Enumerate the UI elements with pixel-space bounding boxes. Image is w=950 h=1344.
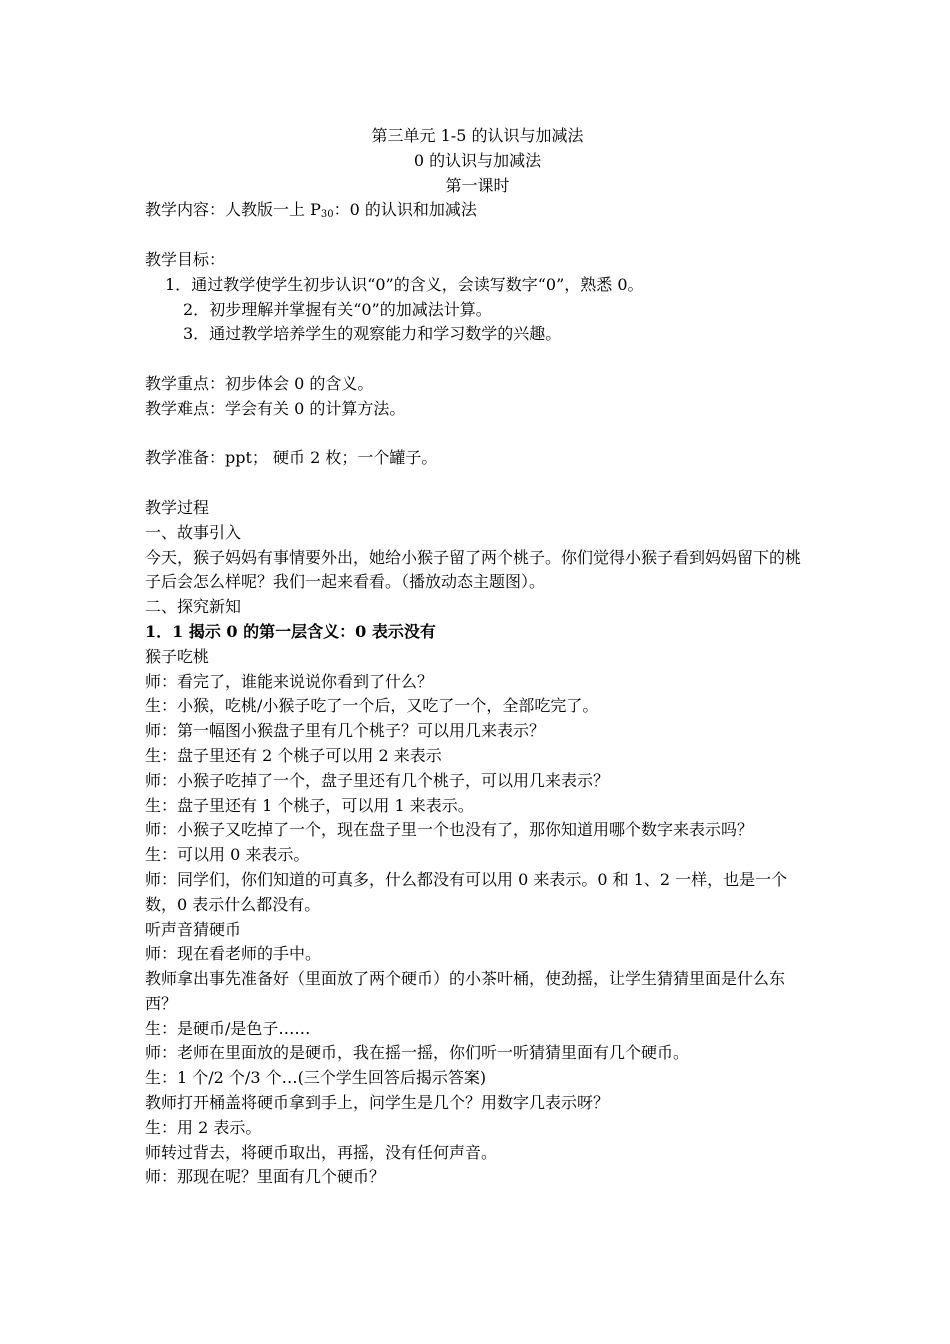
- goal-number: 1．: [165, 274, 192, 294]
- goal-text: 通过教学培养学生的观察能力和学习数学的兴趣。: [209, 324, 562, 344]
- activity-title: 猴子吃桃: [145, 646, 210, 666]
- dialogue-line: 生：是硬币/是色子……: [145, 1018, 311, 1038]
- dialogue-line: 生：盘子里还有 1 个桃子，可以用 1 来表示。: [145, 795, 474, 815]
- section-heading: 二、探究新知: [145, 597, 242, 617]
- dialogue-line: 师：看完了，谁能来说说你看到了什么？: [145, 671, 434, 691]
- spacer: [145, 471, 810, 496]
- dialogue-line: 师：小猴子又吃掉了一个，现在盘子里一个也没有了，那你知道用哪个数字来表示吗？: [145, 820, 754, 840]
- dialogue-line: 生：可以用 0 来表示。: [145, 845, 310, 865]
- goal-text: 初步理解并掌握有关“0”的加减法计算。: [209, 299, 492, 319]
- key-point: 教学重点：初步体会 0 的含义。: [145, 373, 374, 393]
- section-heading: 一、故事引入: [145, 522, 242, 542]
- dialogue-line: 师：现在看老师的手中。: [145, 944, 322, 964]
- dialogue-line: 师：第一幅图小猴盘子里有几个桃子？可以用几来表示？: [145, 721, 546, 741]
- dialogue-line: 师：老师在里面放的是硬币，我在摇一摇，你们听一听猜猜里面有几个硬币。: [145, 1043, 690, 1063]
- dialogue-line: 师：同学们，你们知道的可真多，什么都没有可以用 0 来表示。0 和 1、2 一样，也是一个数，0 表示什么都没有。: [145, 869, 788, 914]
- teaching-content-suffix: ：0 的认识和加减法: [333, 200, 477, 220]
- page-subscript: 30: [320, 209, 334, 221]
- goal-item: [145, 273, 810, 298]
- lesson-title: 0 的认识与加减法: [413, 150, 542, 170]
- document-body: [145, 124, 810, 1190]
- dialogue-line: 生：小猴，吃桃/小猴子吃了一个后，又吃了一个，全部吃完了。: [145, 696, 599, 716]
- subsection-heading: 1．1 揭示 0 的第一层含义：0 表示没有: [145, 621, 436, 641]
- goals-heading: 教学目标：: [145, 249, 226, 269]
- period-title: 第一课时: [445, 175, 510, 195]
- goal-text: 通过教学使学生初步认识“0”的含义，会读写数字“0”，熟悉 0。: [191, 274, 644, 294]
- difficulty: 教学难点：学会有关 0 的计算方法。: [145, 398, 406, 418]
- unit-title: 第三单元 1-5 的认识与加减法: [371, 126, 584, 145]
- spacer: [145, 347, 810, 372]
- dialogue-line: 教师拿出事先准备好（里面放了两个硬币）的小茶叶桶，使劲摇，让学生猜猜里面是什么东西？: [145, 969, 786, 1013]
- teaching-content-prefix: 教学内容：人教版一上 P: [145, 200, 321, 220]
- dialogue-line: 生：盘子里还有 2 个桃子可以用 2 来表示: [145, 745, 442, 765]
- dialogue-line: 教师打开桶盖将硬币拿到手上，问学生是几个？用数字几表示呀？: [145, 1093, 610, 1113]
- dialogue-line: 生：用 2 表示。: [145, 1117, 262, 1137]
- spacer: [145, 223, 810, 248]
- dialogue-line: 师转过背去，将硬币取出，再摇，没有任何声音。: [145, 1142, 498, 1162]
- teaching-content: [145, 198, 810, 223]
- dialogue-line: 师：那现在呢？里面有几个硬币？: [145, 1167, 386, 1187]
- goal-number: 3．: [183, 324, 210, 344]
- dialogue-line: 生：1 个/2 个/3 个…(三个学生回答后揭示答案): [145, 1068, 487, 1088]
- goal-item: [145, 322, 810, 347]
- spacer: [145, 422, 810, 447]
- dialogue-line: 师：小猴子吃掉了一个，盘子里还有几个桃子，可以用几来表示？: [145, 770, 610, 790]
- goal-item: [145, 298, 810, 323]
- preparation: 教学准备：ppt； 硬币 2 枚；一个罐子。: [145, 448, 438, 468]
- activity-title: 听声音猜硬币: [145, 919, 242, 939]
- process-heading: 教学过程: [145, 497, 210, 517]
- story-intro: 今天，猴子妈妈有事情要外出，她给小猴子留了两个桃子。你们觉得小猴子看到妈妈留下的桃子后会怎么样呢？我们一起来看看。（播放动态主题图）。: [145, 547, 802, 592]
- goal-number: 2．: [183, 299, 210, 319]
